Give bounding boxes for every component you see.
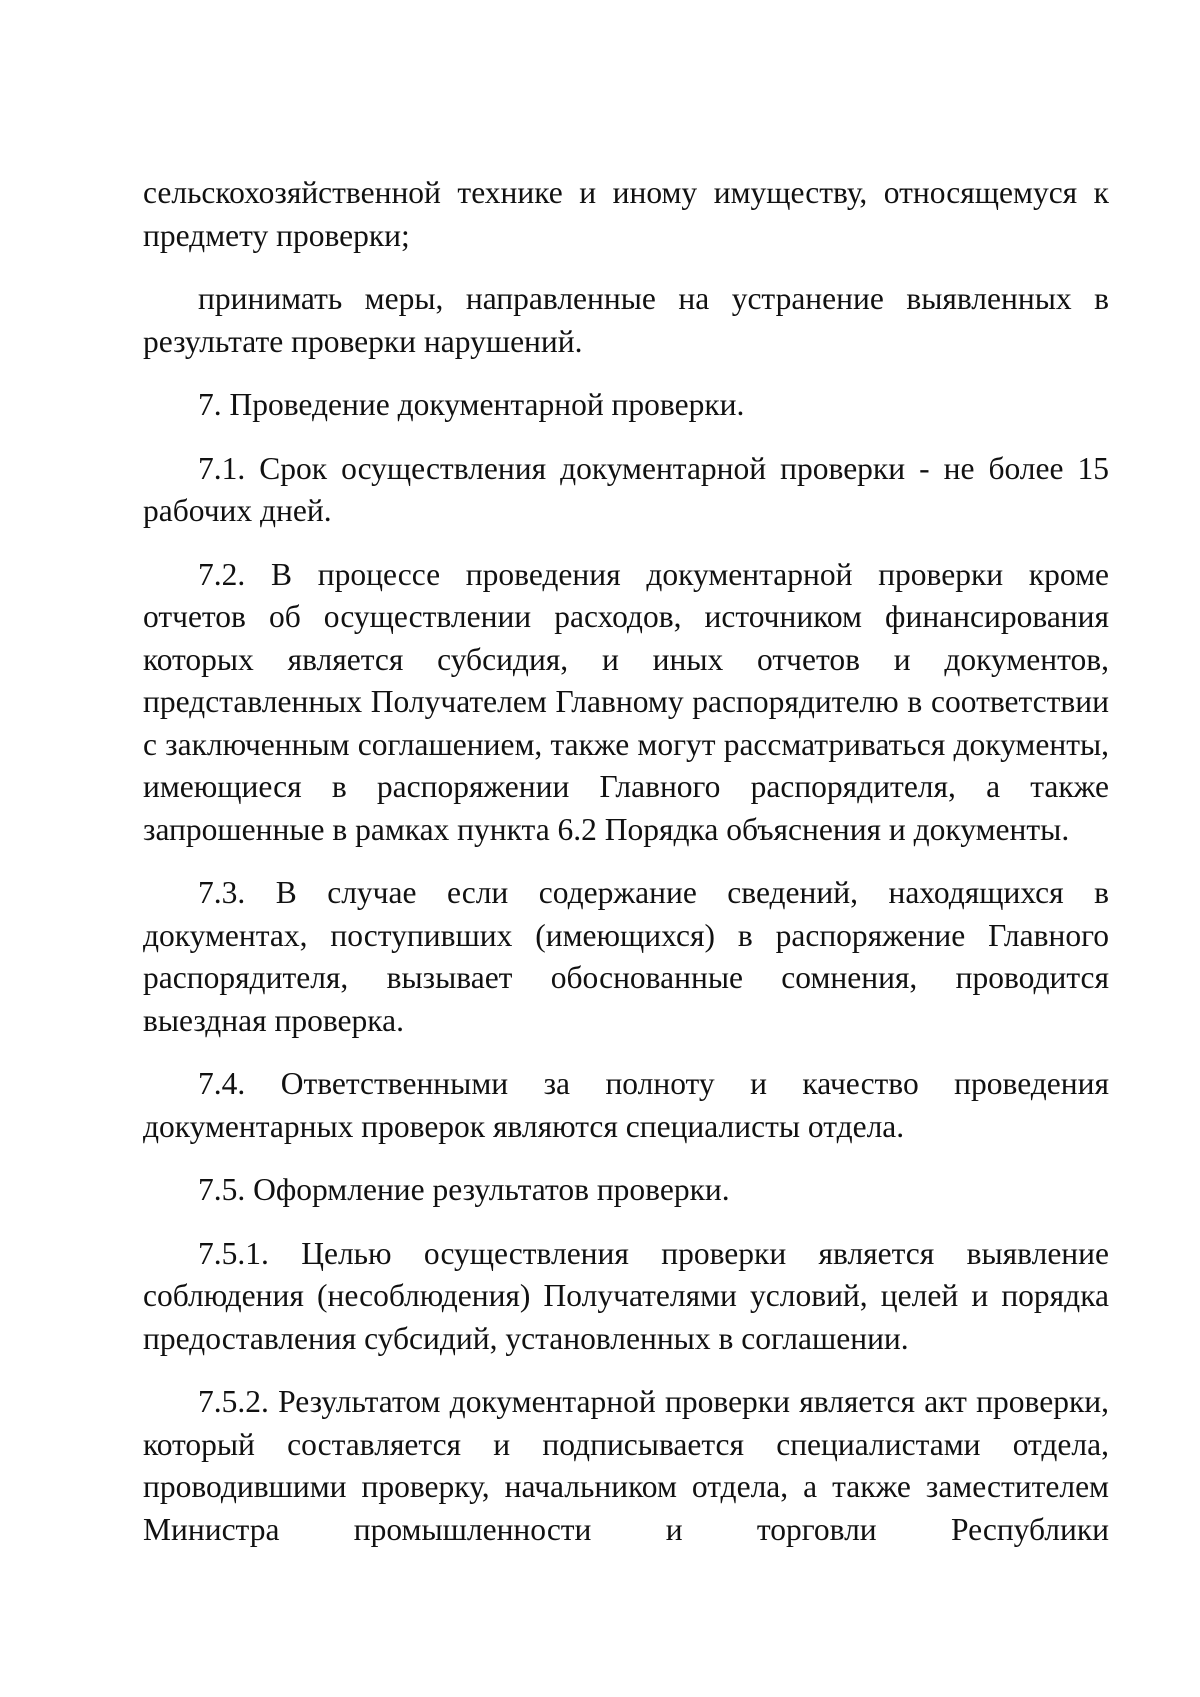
paragraph-7-5-1: 7.5.1. Целью осуществления проверки является выявление соблюдения (несоблюдения) Получателями условий, целей и порядка предоставления субсидий, установленных в соглашении. xyxy=(143,1235,1109,1356)
paragraph-7-5: 7.5. Оформление результатов проверки. xyxy=(198,1172,730,1207)
paragraph-continuation-equipment: сельскохозяйственной технике и иному имуществу, относящемуся к предмету проверки; xyxy=(143,175,1109,253)
paragraph-7-4: 7.4. Ответственными за полноту и качество проведения документарных проверок являются специалисты отдела. xyxy=(143,1066,1109,1144)
paragraph-7-5-2: 7.5.2. Результатом документарной проверки является акт проверки, который составляется и подписывается специалистами отдела, проводившими проверку, начальником отдела, а также заместителем Министра промышленности и торговли Республики xyxy=(143,1384,1109,1547)
paragraph-take-measures: принимать меры, направленные на устранение выявленных в результате проверки нарушений. xyxy=(143,281,1109,359)
paragraph-7-2: 7.2. В процессе проведения документарной проверки кроме отчетов об осуществлении расходов, источником финансирования которых является субсидия, и иных отчетов и документов, представленных Получателем Главному распорядителю в соответствии с заключенным соглашением, также могут рассматриваться документы, имеющиеся в распоряжении Главного распорядителя, а также запрошенные в рамках пункта 6.2 Порядка объяснения и документы. xyxy=(143,556,1109,847)
section-heading-7: 7. Проведение документарной проверки. xyxy=(198,387,745,422)
document-body xyxy=(143,172,1109,1551)
paragraph-7-3: 7.3. В случае если содержание сведений, находящихся в документах, поступивших (имеющихся) в распоряжение Главного распорядителя, вызывает обоснованные сомнения, проводится выездная проверка. xyxy=(143,875,1109,1038)
paragraph-7-1: 7.1. Срок осуществления документарной проверки - не более 15 рабочих дней. xyxy=(143,450,1109,528)
